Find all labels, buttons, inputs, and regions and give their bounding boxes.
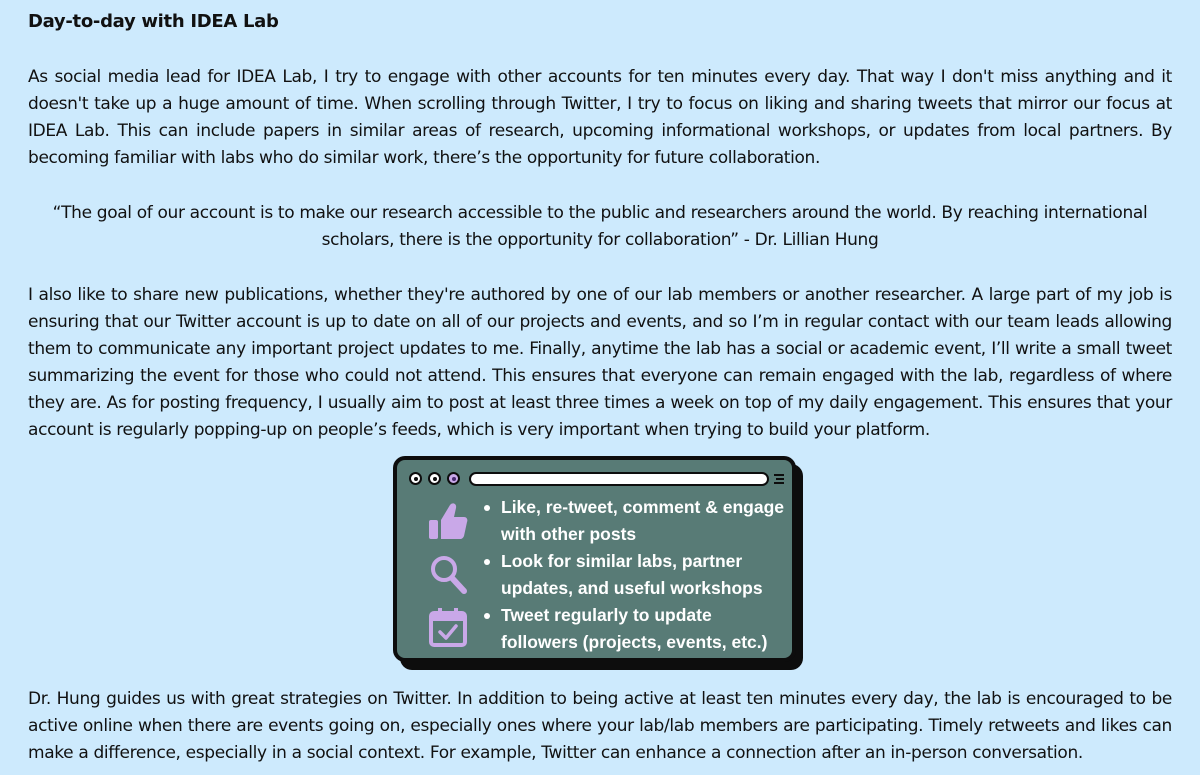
browser-window-illustration <box>393 456 796 662</box>
paragraph-intro: As social media lead for IDEA Lab, I try to engage with other accounts for ten minutes every day. That way I don't miss anything and it doesn't take up a huge amount of time. When scrolling through Twitter, I try to focus on liking and sharing tweets that mirror our focus at IDEA Lab. This can include papers in similar areas of research, upcoming informational workshops, or updates from local partners. By becoming familiar with labs who do similar work, there’s the opportunity for future collaboration. <box>28 67 1172 168</box>
quote-lillian-hung: “The goal of our account is to make our research accessible to the public and researchers around the world. By reaching international scholars, there is the opportunity for collaboration” - Dr. Lillian Hung <box>52 203 1148 250</box>
list-item: Tweet regularly to update followers (projects, events, etc.) <box>479 602 789 656</box>
magnifier-icon <box>429 554 469 596</box>
page-title: Day-to-day with IDEA Lab <box>28 11 279 32</box>
list-item: Like, re-tweet, comment & engage with other posts <box>479 494 789 548</box>
list-item: Look for similar labs, partner updates, and useful workshops <box>479 548 789 602</box>
calendar-check-icon <box>427 606 469 648</box>
hamburger-menu-icon <box>773 473 785 485</box>
window-dot-icon <box>428 472 441 485</box>
window-dot-icon <box>409 472 422 485</box>
window-dot-icon <box>447 472 460 485</box>
paragraph-strategies: Dr. Hung guides us with great strategies on Twitter. In addition to being active at least ten minutes every day, the lab is encouraged to be active online when there are events going on, especially ones where your lab/lab members are participating. Timely retweets and likes can make a difference, especially in a social context. For example, Twitter can enhance a connection after an in-person conversation. <box>28 689 1172 763</box>
address-bar <box>469 472 769 486</box>
thumbs-up-icon <box>427 500 469 542</box>
tips-list <box>479 494 789 656</box>
paragraph-responsibilities: I also like to share new publications, whether they're authored by one of our lab members or another researcher. A large part of my job is ensuring that our Twitter account is up to date on all of our projects and events, and so I’m in regular contact with our team leads allowing them to communicate any important project updates to me. Finally, anytime the lab has a social or academic event, I’ll write a small tweet summarizing the event for those who could not attend. This ensures that everyone can remain engaged with the lab, regardless of where they are. As for posting frequency, I usually aim to post at least three times a week on top of my daily engagement. This ensures that your account is regularly popping-up on people’s feeds, which is very important when trying to build your platform. <box>28 285 1172 440</box>
